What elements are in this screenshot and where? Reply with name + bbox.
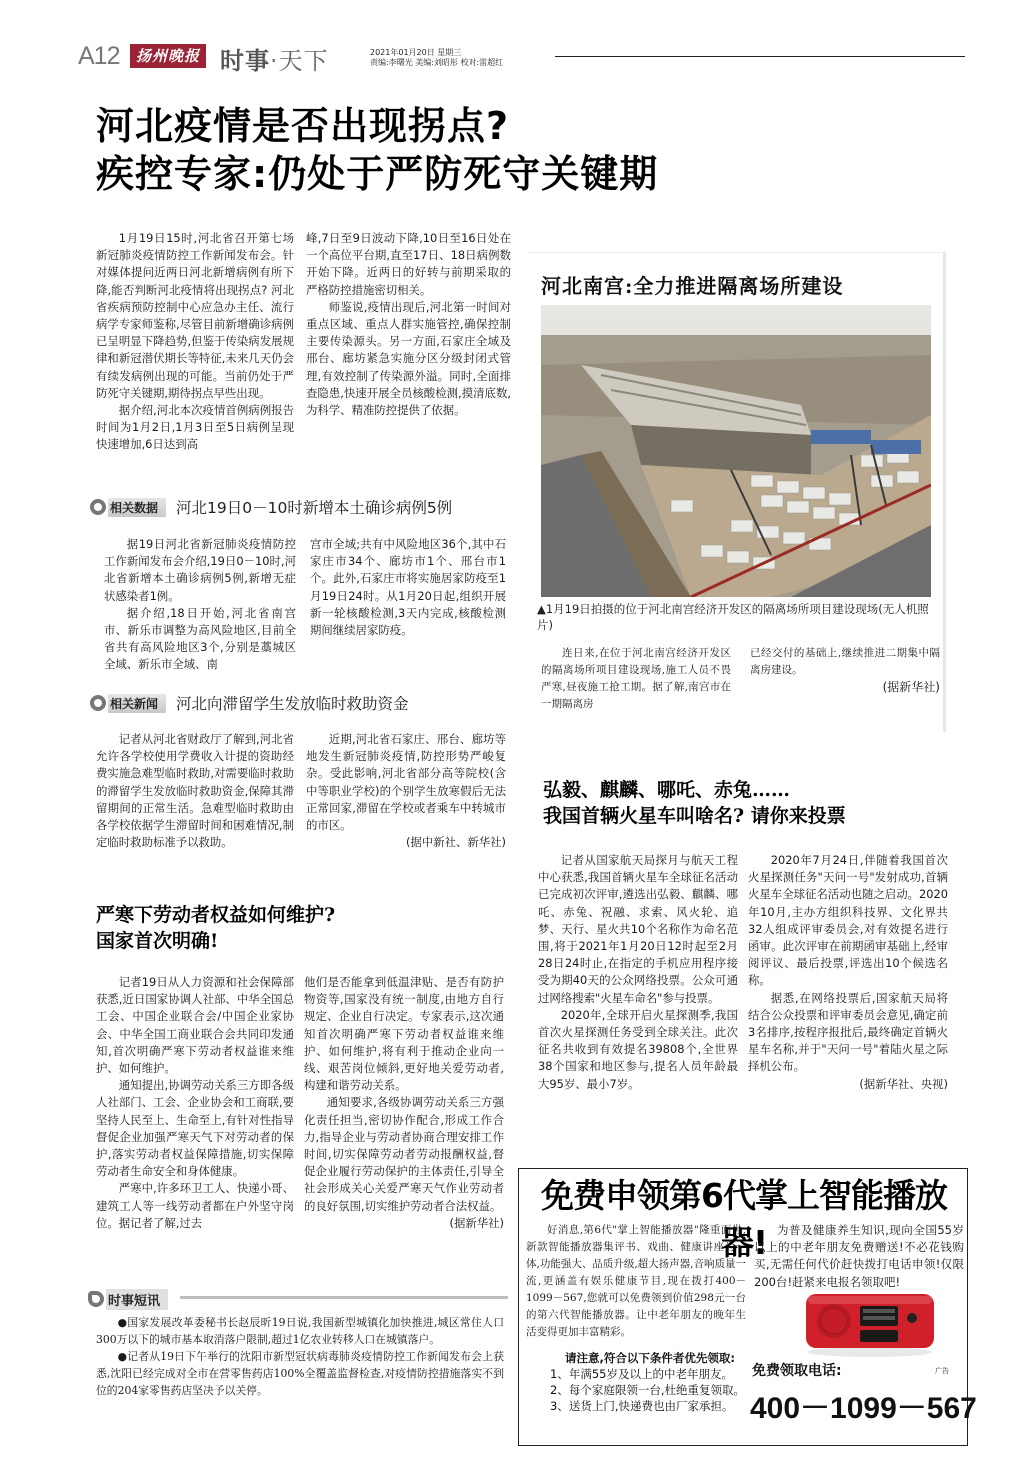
- paragraph: 1月19日15时,河北省召开第七场新冠肺炎疫情防控工作新闻发布会。针对媒体提问近两日河北新增病例有所下降,能否判断河北疫情将出现拐点? 河北省疾病预防控制中心应急办主任、流行病学专家师鉴称,尽管目前新增确诊病例已呈明显下降趋势,但鉴于传染病发展规律和新冠潜伏期长等特征,未来几天仍会有续发病例出现的可能。当前仍处于严防死守关键期,期待拐点早些出现。: [96, 231, 294, 400]
- paragraph: 2020年,全球开启火星探测季,我国首次火星探测任务受到全球关注。此次征名共收到有效提名39808个,全世界38个国家和地区参与,提名人员年龄最大95岁、最小7岁。: [538, 1007, 738, 1091]
- briefs-tab: [88, 1288, 168, 1310]
- paragraph: 他们是否能拿到低温津贴、是否有防护物资等,国家没有统一制度,由地方自行规定、企业自行决定。专家表示,这次通知首次明确严寒下劳动者权益谁来维护、如何维护,将有利于推动企业向一线、艰苦岗位倾斜,更好地关爱劳动者,构建和谐劳动关系。: [304, 975, 504, 1093]
- lead-headline-line1: 河北疫情是否出现拐点?: [96, 104, 510, 148]
- radio-player-image: [800, 1288, 940, 1358]
- ad-col2: [754, 1222, 964, 1291]
- ad-condition: 3、送货上门,快递费也由厂家承担。: [550, 1399, 734, 1413]
- ad-condition: 1、年满55岁及以上的中老年朋友。: [550, 1367, 733, 1381]
- ring-icon: [90, 695, 106, 711]
- labor-headline-line1: 严寒下劳动者权益如何维护?: [96, 904, 336, 926]
- section-dot: ·: [270, 47, 279, 75]
- paragraph: 据介绍,18日开始,河北省南宫市、新乐市调整为高风险地区,目前全省共有高风险地区3个,分别是藁城区全域、新乐市全域、南: [104, 605, 296, 672]
- briefs-label: 时事短讯: [106, 1289, 168, 1310]
- source-credit: (据新华社、央视): [859, 1076, 948, 1091]
- related-data-col2: [310, 536, 506, 639]
- ad-notice-title: 请注意,符合以下条件者优先领取:: [565, 1351, 735, 1365]
- paragraph: 据介绍,河北本次疫情首例病例报告时间为1月2日,1月3日至5日病例呈现快速增加,6日达到高: [96, 403, 294, 452]
- labor-story-col1: [96, 974, 294, 1232]
- mars-headline-line2: 我国首辆火星车叫啥名? 请你来投票: [543, 805, 846, 827]
- paragraph: 为普及健康养生知识,现向全国55岁以上的中老年朋友免费赠送!不必花钱购买,无需任何代价赶快拨打电话申领!仅限200台!赶紧来电报名领取吧!: [754, 1223, 964, 1289]
- photo-feature-col2: [750, 645, 940, 696]
- paragraph: 已经交付的基础上,继续推进二期集中隔离房建设。: [750, 647, 940, 676]
- paragraph: 严寒中,许多环卫工人、快递小哥、建筑工人等一线劳动者都在户外坚守岗位。据记者了解,过去: [96, 1181, 294, 1230]
- paragraph: 师鉴说,疫情出现后,河北第一时间对重点区域、重点人群实施管控,确保控制主要传染源头。另一方面,石家庄全域及邢台、廊坊紧急实施分区分级封闭式管理,有效控制了传染源外溢。同时,全面排查隐患,快速开展全员核酸检测,摸清底数,为科学、精准防控提供了依据。: [306, 299, 511, 418]
- related-data-title: 河北19日0－10时新增本土确诊病例5例: [176, 499, 453, 517]
- bubble-icon: [88, 1291, 104, 1307]
- labor-story-col2: [304, 974, 504, 1232]
- lead-headline: [96, 102, 658, 198]
- issue-info: [370, 48, 503, 68]
- ad-col1: 好消息,第6代"掌上智能播放器"隆重面世,新款智能播放器集评书、戏曲、健康讲座为一体,功能强大、品质升级,超大扬声器,音响质量一流,更涵盖有娱乐健康节目,现在拨打400－1099－567,您就可以免费领到价值298元一台的第六代智能播放器。让中老年朋友的晚年生活变得更加丰富精彩。: [526, 1224, 747, 1338]
- related-news-tab: [90, 692, 409, 714]
- ad-phone-label: 免费领取电话:: [752, 1363, 842, 1379]
- section-title: 时事: [220, 47, 270, 75]
- paragraph: 据19日河北省新冠肺炎疫情防控工作新闻发布会介绍,19日0－10时,河北省新增本土确诊病例5例,新增无症状感染者1例。: [104, 537, 296, 603]
- related-data-tab: [90, 496, 452, 518]
- briefs-divider: [180, 1296, 508, 1299]
- header-divider: [555, 56, 965, 57]
- ad-phone-number[interactable]: 400－1099－567: [750, 1392, 977, 1425]
- labor-headline-line2: 国家首次明确!: [96, 930, 219, 952]
- related-data-label: 相关数据: [108, 498, 166, 517]
- page-number: A12: [78, 42, 120, 70]
- brief-item: ●国家发展改革委秘书长赵辰昕19日说,我国新型城镇化加快推进,城区常住人口300万以下的城市基本取消落户限制,超过1亿农业转移人口在城镇落户。: [96, 1316, 504, 1346]
- masthead-logo: 扬州晚报: [130, 44, 206, 68]
- paragraph: 据悉,在网络投票后,国家航天局将结合公众投票和评审委员会意见,确定前3名排序,按程序报批后,最终确定首辆火星车名称,并于"天问一号"着陆火星之际择机公布。: [748, 990, 948, 1074]
- related-news-col1: [96, 731, 294, 851]
- ad-headline: 免费申领第6代掌上智能播放器!: [541, 1176, 947, 1262]
- lead-headline-line2: 疾控专家:仍处于严防死守关键期: [96, 152, 659, 196]
- mars-story-col2: [748, 852, 948, 1093]
- mars-story-col1: [538, 852, 738, 1093]
- paragraph: 2020年7月24日,伴随着我国首次火星探测任务"天问一号"发射成功,首辆火星车全球征名活动也随之启动。2020年10月,主办方组织科技界、文化界共32人组成评审委员会,对有效提名进行函审。此次评审在前期函审基础上,经审阅评议、最后投票,评选出10个候选名称。: [748, 853, 948, 988]
- lead-story-col2: [306, 230, 511, 419]
- source-credit: (据中新社、新华社): [405, 835, 506, 850]
- photo-caption: ▲1月19日拍摄的位于河北南宫经济开发区的隔离场所项目建设现场(无人机照片): [537, 602, 929, 632]
- paragraph: 近期,河北省石家庄、邢台、廊坊等地发生新冠肺炎疫情,防控形势严峻复杂。受此影响,河北省部分高等院校(含中等职业学校)的个别学生放寒假后无法正常回家,滞留在学校或者乘车中转城市的市区。: [306, 732, 506, 833]
- related-data-col1: [104, 536, 296, 674]
- section-name: [220, 41, 329, 76]
- ad-conditions: [550, 1350, 750, 1414]
- photo-feature-col1: 连日来,在位于河北南宫经济开发区的隔离场所项目建设现场,施工人员不畏严寒,昼夜施工抢工期。据了解,南宫市在一期隔离房: [541, 647, 731, 710]
- paragraph: 记者从河北省财政厅了解到,河北省允许各学校使用学费收入计提的资助经费实施急难型临时救助,对需要临时救助的滞留学生发放临时救助资金,保障其滞留期间的正常生活。急难型临时救助由各学校依据学生滞留时间和困难情况,制定临时救助标准予以救助。: [96, 732, 294, 850]
- photo-feature-title: 河北南宫:全力推进隔离场所建设: [541, 274, 844, 298]
- editor-credits: 责编:李曙光 美编:刘昭彤 校对:雷超红: [370, 58, 504, 67]
- section-subtitle: 天下: [278, 47, 329, 75]
- mars-headline: [543, 777, 846, 829]
- paragraph: 宫市全域;共有中风险地区36个,其中石家庄市34个、廊坊市1个、邢台市1个。此外,石家庄市将实施居家防疫至1月19日24时。从1月20日起,组织开展新一轮核酸检测,3天内完成,核酸检测期间继续居家防疫。: [310, 537, 506, 638]
- aerial-construction-photo: [541, 305, 931, 597]
- related-news-col2: [306, 731, 506, 851]
- briefs-list: [96, 1314, 504, 1399]
- ad-condition: 2、每个家庭限领一台,杜绝重复领取。: [550, 1383, 745, 1397]
- source-credit: (据新华社): [449, 1215, 504, 1230]
- ad-tag: 广告: [935, 1367, 949, 1375]
- related-news-label: 相关新闻: [108, 694, 166, 713]
- issue-date: 2021年01月20日 星期三: [370, 48, 462, 57]
- brief-item: ●记者从19日下午举行的沈阳市新型冠状病毒肺炎疫情防控工作新闻发布会上获悉,沈阳已经完成对全市在营零售药店100%全覆盖监督检查,对疫情防控措施落实不到位的204家零售药店坚决予以关停。: [96, 1350, 504, 1397]
- paragraph: 记者从国家航天局探月与航天工程中心获悉,我国首辆火星车全球征名活动已完成初次评审,遴选出弘毅、麒麟、哪吒、赤兔、祝融、求索、风火轮、追梦、天行、星火共10个名称作为命名范围,将于2021年1月20日12时起至2月28日24时止,在指定的手机应用程序接受为期40天的公众网络投票。公众可通过网络搜索"火星车命名"参与投票。: [538, 853, 738, 1005]
- mars-headline-line1: 弘毅、麒麟、哪吒、赤兔……: [543, 779, 791, 801]
- ring-icon: [90, 499, 106, 515]
- radio-icon: [800, 1288, 940, 1358]
- labor-headline: [96, 902, 335, 954]
- related-news-title: 河北向滞留学生发放临时救助资金: [176, 695, 409, 713]
- source-credit: (据新华社): [882, 680, 940, 694]
- paragraph: 通知要求,各级协调劳动关系三方强化责任担当,密切协作配合,形成工作合力,指导企业与劳动者协商合理安排工作时间,切实保障劳动者劳动报酬权益,督促企业履行劳动保护的主体责任,引导全社会形成关心关爱严寒天气作业劳动者的良好氛围,切实维护劳动者合法权益。: [304, 1095, 504, 1213]
- lead-story-col1: [96, 230, 294, 454]
- paragraph: 通知提出,协调劳动关系三方即各级人社部门、工会、企业协会和工商联,要坚持人民至上、生命至上,有针对性指导督促企业加强严寒天气下对劳动者的保护,落实劳动者权益保障措施,切实保障劳动者生命安全和身体健康。: [96, 1078, 294, 1179]
- paragraph: 记者19日从人力资源和社会保障部获悉,近日国家协调人社部、中华全国总工会、中国企业联合会/中国企业家协会、中华全国工商业联合会共同印发通知,首次明确严寒下劳动者权益谁来维护、如何维护。: [96, 975, 294, 1076]
- photo-illustration: [541, 305, 931, 597]
- paragraph: 峰,7日至9日波动下降,10日至16日处在一个高位平台期,直至17日、18日病例数开始下降。近两日的好转与前期采取的严格防控措施密切相关。: [306, 231, 511, 297]
